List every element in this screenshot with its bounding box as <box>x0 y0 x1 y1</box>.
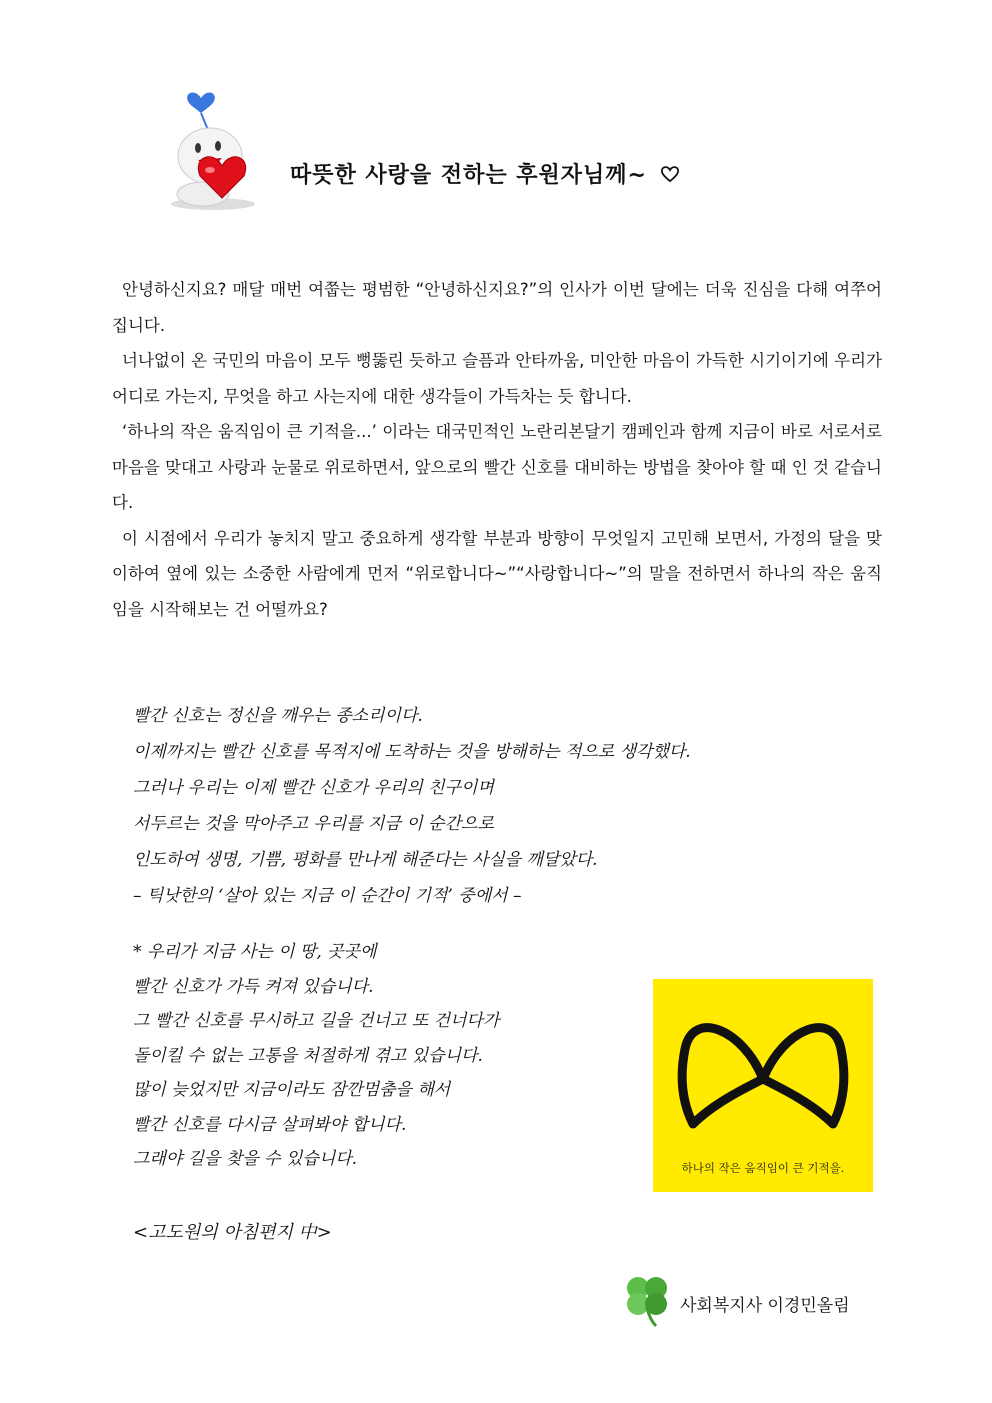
mascot-heart-icon <box>158 86 268 211</box>
signature-text: 사회복지사 이경민올림 <box>680 1296 850 1316</box>
quote-line: – 틱낫한의 ‘살아 있는 지금 이 순간이 기적’ 중에서 – <box>133 886 522 906</box>
quote-block <box>133 698 691 914</box>
note-line: 빨간 신호가 가득 켜져 있습니다. <box>133 976 374 997</box>
heart-outline-icon <box>660 164 680 189</box>
paragraph: 너나없이 온 국민의 마음이 모두 뻥뚫린 듯하고 슬픔과 안타까움, 미안한 마음이 가득한 시기이기에 우리가 어디로 가는지, 무엇을 하고 사는지에 대한 생각들이 가득차는 듯 합니다. <box>112 351 882 406</box>
note-line: 그 빨간 신호를 무시하고 길을 건너고 또 건너다가 <box>133 1011 500 1031</box>
quote-line: 인도하여 생명, 기쁨, 평화를 만나게 해준다는 사실을 깨달았다. <box>133 850 598 870</box>
paragraph: 안녕하신지요? 매달 매번 여쭙는 평범한 “안녕하신지요?”의 인사가 이번 달에는 더욱 진심을 다해 여쭈어집니다. <box>112 280 882 335</box>
ribbon-caption: 하나의 작은 움직임이 큰 기적을. <box>681 1161 845 1175</box>
source-citation: <고도원의 아침편지 中> <box>133 1222 332 1243</box>
quote-line: 이제까지는 빨간 신호를 목적지에 도착하는 것을 방해하는 적으로 생각했다. <box>133 742 691 762</box>
page-title <box>290 158 680 189</box>
paragraph: ‘하나의 작은 움직임이 큰 기적을...’ 이라는 대국민적인 노란리본달기 캠페인과 함께 지금이 바로 서로서로 마음을 맞대고 사랑과 눈물로 위로하면서, 앞으로의 빨간 신호를 대비하는 방법을 찾아야 할 때 인 것 같습니다. <box>112 422 882 512</box>
note-line: * 우리가 지금 사는 이 땅, 곳곳에 <box>133 942 377 962</box>
note-line: 돌이킬 수 없는 고통을 처절하게 겪고 있습니다. <box>133 1045 483 1066</box>
letter-body <box>112 272 882 627</box>
note-line: 많이 늦었지만 지금이라도 잠깐멈춤을 해서 <box>133 1080 451 1100</box>
yellow-ribbon-image <box>653 979 873 1192</box>
note-block <box>133 935 499 1177</box>
quote-line: 빨간 신호는 정신을 깨우는 종소리이다. <box>133 706 423 726</box>
paragraph: 이 시점에서 우리가 놓치지 말고 중요하게 생각할 부분과 방향이 무엇일지 고민해 보면서, 가정의 달을 맞이하여 옆에 있는 소중한 사람에게 먼저 “위로합니다~”“사랑합니다~”의 말을 전하면서 하나의 작은 움직임을 시작해보는 건 어떨까요? <box>112 528 882 619</box>
clover-icon <box>616 1268 676 1332</box>
title-text: 따뜻한 사랑을 전하는 후원자님께~ <box>290 163 647 188</box>
note-line: 빨간 신호를 다시금 살펴봐야 합니다. <box>133 1114 407 1135</box>
signature <box>616 1268 896 1328</box>
quote-line: 그러나 우리는 이제 빨간 신호가 우리의 친구이며 <box>133 778 494 798</box>
note-line: 그래야 길을 찾을 수 있습니다. <box>133 1149 358 1169</box>
quote-line: 서두르는 것을 막아주고 우리를 지금 이 순간으로 <box>133 814 494 834</box>
